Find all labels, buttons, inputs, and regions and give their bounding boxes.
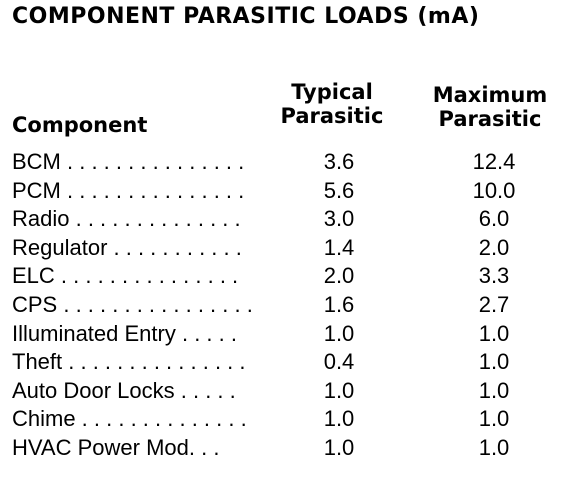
typical-parasitic-value: 2.0 [323,263,355,289]
table-row [12,205,572,234]
column-header-typical-line1: Typical [291,80,373,104]
component-name: Chime . . . . . . . . . . . . . . [12,406,247,432]
typical-parasitic-value: 0.4 [323,349,355,375]
column-header-maximum-line1: Maximum [432,83,548,107]
maximum-parasitic-value: 1.0 [478,320,510,346]
component-name: Illuminated Entry . . . . . [12,320,237,346]
table-row [12,291,572,320]
typical-parasitic-value: 1.6 [323,291,355,317]
maximum-parasitic-value: 12.4 [472,149,516,174]
table-row [12,234,572,263]
component-name: Regulator . . . . . . . . . . . [12,234,242,260]
typical-parasitic-value: 5.6 [323,177,355,203]
component-name: PCM . . . . . . . . . . . . . . . [12,177,245,203]
table-row [12,177,572,206]
table-row [12,348,572,377]
table-row [12,434,572,463]
component-name: HVAC Power Mod. . . [12,434,220,460]
maximum-parasitic-value: 2.0 [478,234,510,260]
maximum-parasitic-value: 3.3 [478,263,510,289]
table-row [12,405,572,434]
column-header-maximum-parasitic [420,83,560,131]
component-name: Theft . . . . . . . . . . . . . . . [12,349,246,375]
typical-parasitic-value: 1.0 [323,320,355,346]
table-row [12,377,572,406]
component-name: ELC . . . . . . . . . . . . . . . [12,263,239,289]
typical-parasitic-value: 3.6 [323,149,355,174]
parasitic-loads-table [12,148,572,463]
column-header-component: Component [12,113,148,137]
typical-parasitic-value: 1.0 [323,406,355,432]
typical-parasitic-value: 1.0 [323,377,355,403]
typical-parasitic-value: 3.0 [323,206,355,232]
component-name: Auto Door Locks . . . . . [12,377,236,403]
component-name: Radio . . . . . . . . . . . . . . [12,206,241,232]
column-header-typical-line2: Parasitic [280,104,384,128]
typical-parasitic-value: 1.0 [323,434,355,460]
table-row [12,262,572,291]
typical-parasitic-value: 1.4 [323,234,355,260]
component-name: BCM . . . . . . . . . . . . . . . [12,149,245,174]
column-header-typical-parasitic [268,80,396,128]
maximum-parasitic-value: 6.0 [478,206,510,232]
maximum-parasitic-value: 1.0 [478,377,510,403]
table-row [12,320,572,349]
table-row [12,148,572,177]
maximum-parasitic-value: 10.0 [472,177,516,203]
maximum-parasitic-value: 1.0 [478,434,510,460]
component-name: CPS . . . . . . . . . . . . . . . . [12,291,253,317]
column-header-maximum-line2: Parasitic [438,107,542,131]
maximum-parasitic-value: 1.0 [478,349,510,375]
maximum-parasitic-value: 1.0 [478,406,510,432]
maximum-parasitic-value: 2.7 [478,291,510,317]
page-title: COMPONENT PARASITIC LOADS (mA) [12,4,480,29]
